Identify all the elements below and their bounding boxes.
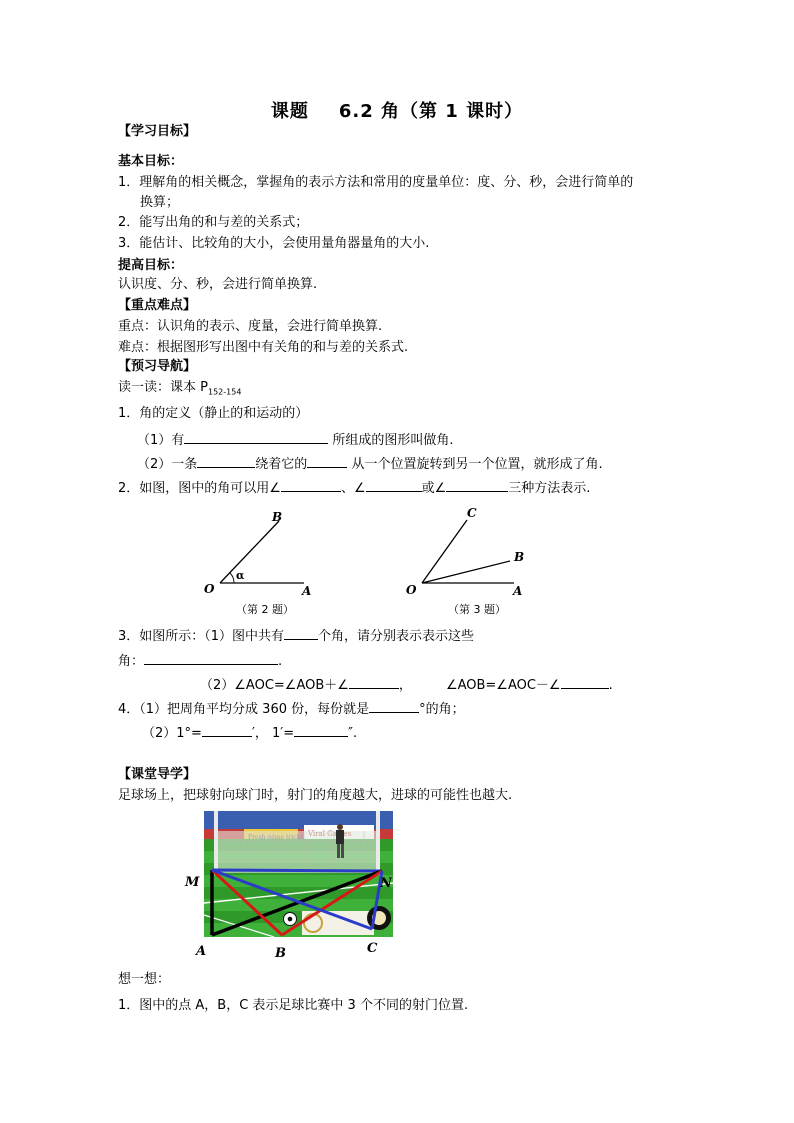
heading-classroom: 【课堂导学】 <box>118 767 197 782</box>
answer-blank[interactable] <box>561 676 609 689</box>
label-o: O <box>204 582 215 596</box>
caption-figure-2: （第 2 题） <box>236 603 294 616</box>
goal-2: 2．能写出角的和与差的关系式； <box>118 215 309 230</box>
figure-q3 <box>400 503 530 600</box>
question-3-line2: 角： . <box>118 654 283 669</box>
question-3: 3．如图所示：（1）图中共有 个角，请分别表示表示这些 <box>118 629 475 644</box>
label-b: B <box>514 550 525 564</box>
answer-blank[interactable] <box>144 652 278 665</box>
label-a: A <box>513 584 523 598</box>
photo-label-b: B <box>275 946 286 961</box>
label-b: B <box>272 510 283 524</box>
answer-blank[interactable] <box>446 479 508 492</box>
question-3b: （2）∠AOC=∠AOB＋∠ ， ∠AOB=∠AOC－∠ . <box>200 678 613 693</box>
advanced-goals-label: 提高目标： <box>118 258 184 273</box>
question-2: 2．如图，图中的角可以用∠ 、∠ 或∠ 三种方法表示. <box>118 481 591 496</box>
photo-label-c: C <box>367 941 378 956</box>
question-4a: 4．（1）把周角平均分成 360 份，每份就是 °的角； <box>118 702 465 717</box>
caption-figure-3: （第 3 题） <box>448 603 506 616</box>
photo-label-a: A <box>196 944 207 959</box>
answer-blank[interactable] <box>197 455 255 468</box>
answer-blank[interactable] <box>366 479 422 492</box>
photo-label-n: N <box>380 876 392 891</box>
question-1b: （2）一条 绕着它的 从一个位置旋转到另一个位置，就形成了角. <box>137 457 603 472</box>
answer-blank[interactable] <box>281 479 341 492</box>
label-a: A <box>302 584 312 598</box>
goal-3: 3．能估计、比较角的大小，会使用量角器量角的大小. <box>118 236 430 251</box>
basic-goals-label: 基本目标： <box>118 154 184 169</box>
ray-ob <box>220 521 279 583</box>
angle-arc <box>230 573 234 583</box>
difficult-point: 难点：根据图形写出图中有关角的和与差的关系式. <box>118 340 409 355</box>
goal-1: 1．理解角的相关概念，掌握角的表示方法和常用的度量单位：度、分、秒，会进行简单的 <box>118 175 634 190</box>
label-c: C <box>467 506 477 520</box>
classroom-intro: 足球场上，把球射向球门时，射门的角度越大，进球的可能性也越大. <box>118 788 513 803</box>
answer-blank[interactable] <box>294 724 348 737</box>
answer-blank[interactable] <box>284 627 318 640</box>
think-item-1: 1．图中的点 A，B，C 表示足球比赛中 3 个不同的射门位置. <box>118 998 469 1013</box>
label-o: O <box>406 583 417 597</box>
answer-blank[interactable] <box>349 676 399 689</box>
advanced-goal: 认识度、分、秒，会进行简单换算. <box>118 277 318 292</box>
question-1: 1．角的定义（静止的和运动的） <box>118 406 309 421</box>
soccer-goal-illustration <box>204 811 393 937</box>
heading-goals: 【学习目标】 <box>118 124 197 139</box>
heading-preview: 【预习导航】 <box>118 359 197 374</box>
answer-blank[interactable] <box>369 700 419 713</box>
page-title: 课题 6.2 角（第 1 课时） <box>270 101 524 122</box>
think-label: 想一想： <box>118 972 171 987</box>
key-point: 重点：认识角的表示、度量，会进行简单换算. <box>118 319 383 334</box>
figure-q2 <box>200 505 320 600</box>
photo-label-m: M <box>185 875 200 890</box>
label-alpha: α <box>236 569 245 582</box>
answer-blank[interactable] <box>184 431 328 444</box>
question-4b: （2）1°= ′， 1′= ″. <box>142 726 358 741</box>
soccer-goal-photo <box>204 811 393 937</box>
answer-blank[interactable] <box>202 724 252 737</box>
question-1a: （1）有 所组成的图形叫做角. <box>137 433 454 448</box>
reading-reference: 读一读：课本 $P_{152-154}$ <box>118 380 242 397</box>
goal-1-cont: 换算； <box>140 195 180 210</box>
line-mn <box>212 870 382 871</box>
heading-key-points: 【重点难点】 <box>118 298 197 313</box>
answer-blank[interactable] <box>307 455 347 468</box>
